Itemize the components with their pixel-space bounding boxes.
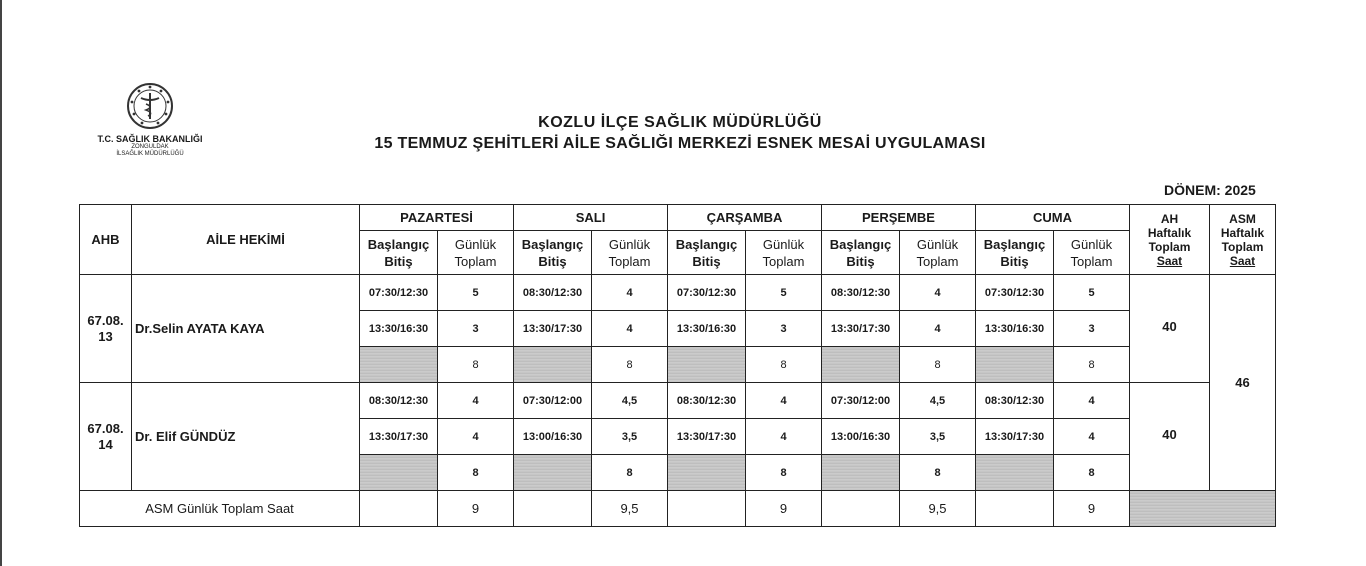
daily-sum: 8 [900, 455, 976, 491]
time-range: 13:00/16:30 [822, 419, 900, 455]
daily-sum: 8 [592, 347, 668, 383]
shaded-cell [514, 455, 592, 491]
doctor-header: AİLE HEKİMİ [132, 205, 360, 275]
daily-hours: 4 [438, 383, 514, 419]
daily-total-header-line: Toplam [454, 253, 497, 269]
daily-hours: 4 [900, 311, 976, 347]
daily-hours: 3 [746, 311, 822, 347]
time-range: 08:30/12:30 [668, 383, 746, 419]
time-range: 07:30/12:00 [514, 383, 592, 419]
start-end-header-line: Bitiş [538, 253, 567, 269]
table-row [80, 275, 1276, 311]
ministry-emblem-icon [126, 82, 174, 130]
daily-total-header [592, 231, 668, 275]
daily-hours: 5 [1054, 275, 1130, 311]
ahb-code [80, 383, 132, 491]
start-end-header-line: Bitiş [1000, 253, 1029, 269]
start-end-header-line: Başlangıç [367, 236, 430, 252]
title-line-2: 15 TEMMUZ ŞEHİTLERİ AİLE SAĞLIĞI MERKEZİ ESNEK MESAİ UYGULAMASI [374, 135, 986, 152]
doctor-name: Dr. Elif GÜNDÜZ [132, 383, 360, 491]
shaded-cell [976, 455, 1054, 491]
ah-weekly-header-line: AH [1160, 211, 1179, 226]
empty-cell [514, 491, 592, 527]
time-range: 07:30/12:00 [822, 383, 900, 419]
daily-hours: 4,5 [900, 383, 976, 419]
daily-sum: 8 [900, 347, 976, 383]
daily-total-header-line: Toplam [916, 253, 959, 269]
asm-daily-total: 9 [1054, 491, 1130, 527]
shaded-cell [822, 455, 900, 491]
asm-weekly-header-line: Saat [1229, 253, 1256, 268]
day-header-wednesday: ÇARŞAMBA [668, 205, 822, 231]
day-header-thursday: PERŞEMBE [822, 205, 976, 231]
time-range: 08:30/12:30 [976, 383, 1054, 419]
ah-weekly-header [1130, 205, 1210, 275]
daily-hours: 3,5 [900, 419, 976, 455]
start-end-header [360, 231, 438, 275]
table-row [80, 383, 1276, 419]
daily-total-header-line: Günlük [454, 236, 497, 252]
ah-weekly-total: 40 [1130, 383, 1210, 491]
start-end-header [976, 231, 1054, 275]
time-range: 13:30/17:30 [514, 311, 592, 347]
shaded-cell [360, 455, 438, 491]
time-range: 13:30/17:30 [668, 419, 746, 455]
shaded-cell [668, 347, 746, 383]
asm-daily-total: 9 [438, 491, 514, 527]
time-range: 13:30/16:30 [360, 311, 438, 347]
daily-hours: 4 [1054, 383, 1130, 419]
ahb-code-line: 67.08. [87, 312, 124, 328]
start-end-header [822, 231, 900, 275]
time-range: 13:30/17:30 [822, 311, 900, 347]
ahb-code [80, 275, 132, 383]
daily-sum: 8 [746, 455, 822, 491]
daily-total-header [900, 231, 976, 275]
empty-cell [360, 491, 438, 527]
time-range: 07:30/12:30 [976, 275, 1054, 311]
daily-total-header-line: Toplam [762, 253, 805, 269]
time-range: 08:30/12:30 [822, 275, 900, 311]
ahb-header: AHB [80, 205, 132, 275]
page-edge-line [0, 0, 2, 566]
daily-total-header [438, 231, 514, 275]
daily-sum: 8 [592, 455, 668, 491]
asm-weekly-header-line: ASM [1229, 211, 1256, 226]
ah-weekly-header-line: Haftalık [1147, 225, 1192, 240]
asm-weekly-header [1210, 205, 1276, 275]
daily-hours: 4 [592, 275, 668, 311]
daily-hours: 4 [746, 383, 822, 419]
daily-total-header-line: Toplam [608, 253, 651, 269]
daily-total-header [1054, 231, 1130, 275]
shaded-cell [514, 347, 592, 383]
time-range: 08:30/12:30 [514, 275, 592, 311]
daily-sum: 8 [438, 455, 514, 491]
ahb-code-line: 14 [98, 436, 113, 452]
org-city: ZONGULDAK [131, 144, 169, 150]
daily-hours: 5 [746, 275, 822, 311]
day-header-friday: CUMA [976, 205, 1130, 231]
start-end-header [514, 231, 592, 275]
day-header-monday: PAZARTESİ [360, 205, 514, 231]
header-row-days [80, 205, 1276, 231]
asm-daily-total: 9 [746, 491, 822, 527]
time-range: 07:30/12:30 [668, 275, 746, 311]
shaded-cell [976, 347, 1054, 383]
start-end-header [668, 231, 746, 275]
shaded-cell [668, 455, 746, 491]
ah-weekly-header-line: Saat [1156, 253, 1183, 268]
time-range: 13:00/16:30 [514, 419, 592, 455]
asm-daily-total: 9,5 [900, 491, 976, 527]
org-dept: İLSAĞLIK MÜDÜRLÜĞÜ [116, 151, 184, 157]
shaded-cell [360, 347, 438, 383]
daily-total-header-line: Günlük [608, 236, 651, 252]
start-end-header-line: Başlangıç [983, 236, 1046, 252]
start-end-header-line: Başlangıç [829, 236, 892, 252]
daily-hours: 4 [1054, 419, 1130, 455]
daily-hours: 5 [438, 275, 514, 311]
ministry-logo [85, 82, 215, 158]
daily-hours: 4 [592, 311, 668, 347]
start-end-header-line: Bitiş [692, 253, 721, 269]
empty-cell [822, 491, 900, 527]
daily-hours: 4,5 [592, 383, 668, 419]
doctor-name: Dr.Selin AYATA KAYA [132, 275, 360, 383]
time-range: 13:30/16:30 [668, 311, 746, 347]
empty-cell [976, 491, 1054, 527]
start-end-header-line: Başlangıç [521, 236, 584, 252]
empty-cell [668, 491, 746, 527]
time-range: 13:30/16:30 [976, 311, 1054, 347]
daily-total-header-line: Toplam [1070, 253, 1113, 269]
footer-row [80, 491, 1276, 527]
daily-sum: 8 [438, 347, 514, 383]
asm-weekly-header-line: Toplam [1221, 239, 1264, 254]
daily-total-header-line: Günlük [916, 236, 959, 252]
daily-hours: 3,5 [592, 419, 668, 455]
schedule-table [79, 204, 1276, 527]
org-name: T.C. SAĞLIK BAKANLIĞI [97, 134, 203, 144]
shaded-cell [822, 347, 900, 383]
daily-hours: 4 [900, 275, 976, 311]
daily-hours: 4 [746, 419, 822, 455]
time-range: 07:30/12:30 [360, 275, 438, 311]
start-end-header-line: Başlangıç [675, 236, 738, 252]
ah-weekly-header-line: Toplam [1148, 239, 1191, 254]
daily-hours: 3 [438, 311, 514, 347]
daily-hours: 4 [438, 419, 514, 455]
time-range: 13:30/17:30 [976, 419, 1054, 455]
shaded-cell [1130, 491, 1276, 527]
asm-daily-total: 9,5 [592, 491, 668, 527]
start-end-header-line: Bitiş [384, 253, 413, 269]
daily-hours: 3 [1054, 311, 1130, 347]
time-range: 13:30/17:30 [360, 419, 438, 455]
document-title [320, 114, 1040, 153]
asm-daily-total-label: ASM Günlük Toplam Saat [80, 491, 360, 527]
ahb-code-line: 67.08. [87, 420, 124, 436]
daily-sum: 8 [1054, 347, 1130, 383]
daily-total-header-line: Günlük [1070, 236, 1113, 252]
period-label: DÖNEM: 2025 [1164, 182, 1256, 198]
title-line-1: KOZLU İLÇE SAĞLIK MÜDÜRLÜĞÜ [538, 114, 822, 131]
day-header-tuesday: SALI [514, 205, 668, 231]
ah-weekly-total: 40 [1130, 275, 1210, 383]
daily-sum: 8 [746, 347, 822, 383]
daily-sum: 8 [1054, 455, 1130, 491]
daily-total-header [746, 231, 822, 275]
ahb-code-line: 13 [98, 328, 113, 344]
daily-total-header-line: Günlük [762, 236, 805, 252]
start-end-header-line: Bitiş [846, 253, 875, 269]
time-range: 08:30/12:30 [360, 383, 438, 419]
asm-weekly-total: 46 [1210, 275, 1276, 491]
asm-weekly-header-line: Haftalık [1220, 225, 1265, 240]
